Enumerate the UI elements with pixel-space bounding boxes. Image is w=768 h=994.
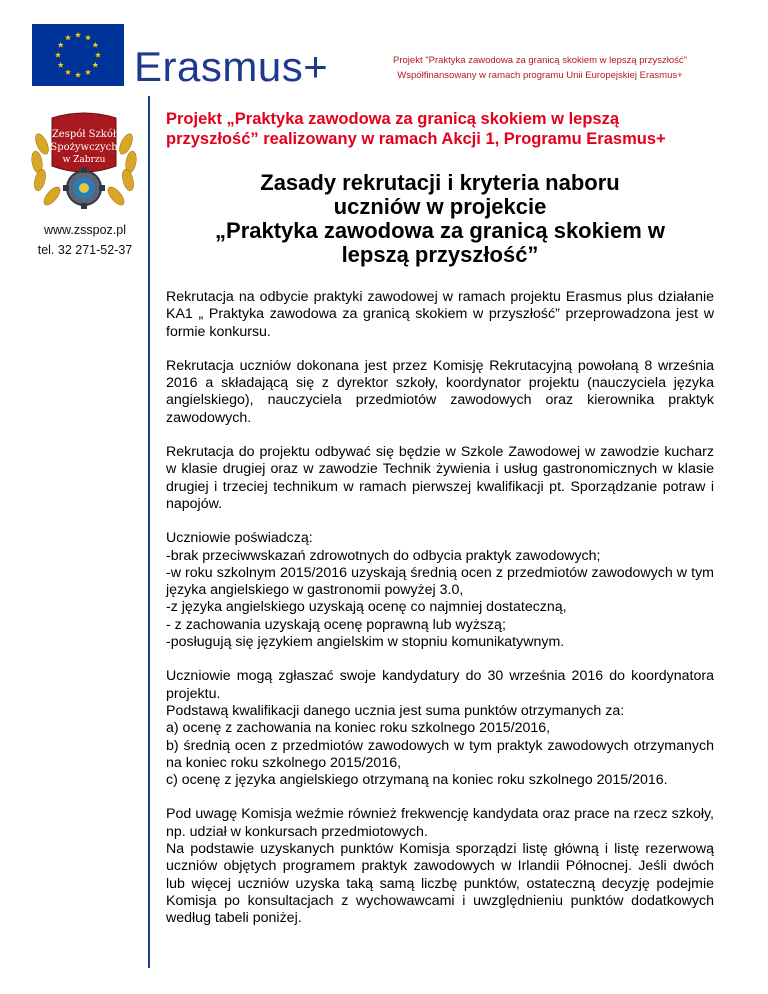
logo-line-1: Zespół Szkół	[51, 129, 117, 140]
page-title-line: uczniów w projekcie	[333, 194, 547, 219]
requirements-heading: Uczniowie poświadczą:	[166, 530, 313, 547]
eu-star-icon	[58, 62, 64, 68]
eu-star-icon	[95, 52, 101, 58]
requirement-item: -w roku szkolnym 2015/2016 uzyskają średnią ocen z przedmiotów zawodowych w tym języka angielskiego w gastronomii powyżej 3.0,	[166, 564, 714, 599]
header-project-note	[370, 53, 710, 83]
eu-flag-icon	[32, 24, 124, 86]
eu-star-icon	[85, 34, 91, 40]
project-subtitle	[166, 109, 686, 149]
qualification-item: c) ocenę z języka angielskiego otrzymaną na koniec roku szkolnego 2015/2016.	[166, 772, 668, 789]
qualification-item: b) średnią ocen z przedmiotów zawodowych w tym praktyk zawodowych otrzymanych na koniec roku szkolnego 2015/2016,	[166, 737, 714, 771]
eu-star-icon	[55, 52, 61, 58]
school-phone: tel. 32 271-52-37	[37, 243, 133, 257]
project-subtitle-line: Projekt „Praktyka zawodowa za granicą skokiem w lepszą	[166, 110, 620, 128]
header-project-line2: Współfinansowany w ramach programu Unii Europejskiej Erasmus+	[397, 70, 683, 81]
eu-star-icon	[75, 72, 81, 78]
document-body	[166, 289, 714, 945]
eu-star-icon	[58, 42, 64, 48]
qualification-item: a) ocenę z zachowania na koniec roku szkolnego 2015/2016,	[166, 720, 551, 737]
eu-star-icon	[85, 69, 91, 75]
eu-star-icon	[75, 32, 81, 38]
paragraph: Rekrutacja do projektu odbywać się będzie w Szkole Zawodowej w zawodzie kucharz w klasie drugiej oraz w zawodzie Technik żywienia i usług gastronomicznych w klasie drugiej i trzeciej technikum w ramach pierwszej kwalifikacji pt. Sporządzanie potraw i napojów.	[166, 444, 714, 512]
page-title-line: lepszą przyszłość”	[341, 242, 539, 267]
requirement-item: -posługują się językiem angielskim w stopniu komunikatywnym.	[166, 634, 565, 651]
vertical-divider	[148, 96, 150, 968]
page-title-line: „Praktyka zawodowa za granicą skokiem w	[215, 218, 665, 243]
logo-line-2: Spożywczych	[50, 142, 118, 153]
requirement-item: -z języka angielskiego uzyskają ocenę co najmniej dostateczną,	[166, 599, 567, 616]
eu-star-icon	[92, 62, 98, 68]
eu-star-icon	[65, 69, 71, 75]
paragraph: Rekrutacja uczniów dokonana jest przez Komisję Rekrutacyjną powołaną 8 września 2016 a składającą się z dyrektor szkoły, koordynator projektu (nauczyciela języka angielskiego), nauczyciela przedmiotów zawodowych oraz kierownika praktyk zawodowych.	[166, 357, 714, 426]
logo-line-3: w Zabrzu	[62, 155, 106, 165]
final-block	[166, 806, 714, 927]
final-text: Na podstawie uzyskanych punktów Komisja sporządzi listę główną i listę rezerwową uczniów objętych programem praktyk zawodowych w Irlandii Północnej. Jeśli dwóch lub więcej uczniów uzyska taką samą liczbę punktów, ostateczną decyzję podejmie Komisja po konsultacjach z wychowawcami i uwzględnieniu punktów dodatkowych według tabeli poniżej.	[166, 841, 714, 927]
school-website[interactable]: www.zsspoz.pl	[44, 223, 126, 237]
eu-stars-icon	[32, 24, 124, 86]
requirement-item: - z zachowania uzyskają ocenę poprawną lub wyższą;	[166, 616, 506, 633]
erasmus-brand: Erasmus+	[134, 43, 329, 90]
qualification-text: Podstawą kwalifikacji danego ucznia jest suma punktów otrzymanych za:	[166, 702, 625, 719]
requirement-item: -brak przeciwwskazań zdrowotnych do odbycia praktyk zawodowych;	[166, 547, 601, 564]
qualification-block	[166, 668, 714, 789]
final-text: Pod uwagę Komisja weźmie również frekwencję kandydata oraz prace na rzecz szkoły, np. udział w konkursach przedmiotowych.	[166, 806, 714, 840]
requirements-block	[166, 530, 714, 651]
header-project-line1: Projekt "Praktyka zawodowa za granicą skokiem w lepszą przyszłość"	[393, 55, 687, 66]
project-subtitle-line: przyszłość” realizowany w ramach Akcji 1, Programu Erasmus+	[166, 130, 666, 148]
eu-star-icon	[65, 34, 71, 40]
school-logo	[22, 104, 146, 216]
page-title	[166, 171, 714, 267]
paragraph: Rekrutacja na odbycie praktyki zawodowej w ramach projektu Erasmus plus działanie KA1 „ Praktyka zawodowa za granicą skokiem w przyszłość” przeprowadzona jest w formie konkursu.	[166, 289, 714, 340]
eu-star-icon	[92, 42, 98, 48]
page-title-line: Zasady rekrutacji i kryteria naboru	[260, 170, 620, 195]
qualification-text: Uczniowie mogą zgłaszać swoje kandydatury do 30 września 2016 do koordynatora projektu.	[166, 668, 714, 702]
